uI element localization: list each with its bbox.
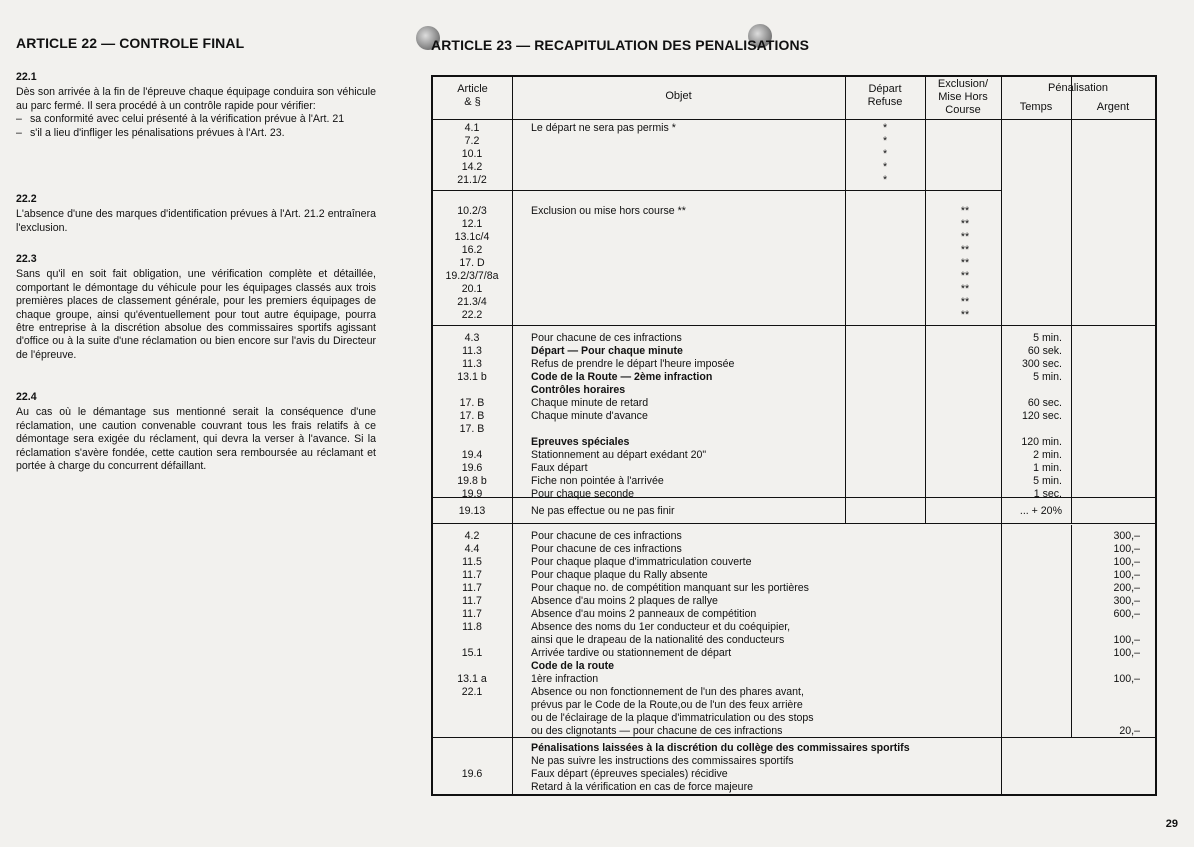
article-ref: 19.6 (461, 768, 483, 780)
objet-text: Refus de prendre le départ l'heure imposée (531, 358, 735, 370)
objet-text: Faux départ (531, 462, 588, 474)
argent-value (1073, 686, 1140, 699)
objet-text (531, 423, 931, 436)
header-temps: Temps (1019, 101, 1053, 113)
article-ref (433, 634, 511, 647)
objet-text: Faux départ (épreuves speciales) récidive (531, 768, 728, 780)
article-ref: 10.1 (461, 148, 483, 160)
argent-value (1073, 621, 1140, 634)
article-22-title: ARTICLE 22 — CONTROLE FINAL (16, 35, 245, 51)
argent-value: 600,– (1113, 608, 1140, 620)
objet-text: Absence d'au moins 2 plaques de rallye (531, 595, 718, 607)
section-text: Au cas où le démantage sus mentionné serait la conséquence d'une réclamation, une caution convenable couvrant tous les frais relatifs à ce démontage sera exigée du réclament, qui devra la verser à l'avance. Si la réclamation s'avère fondée, cette caution sera remboursée au réclamant et portée à charge du concurrent défaillant. (16, 406, 376, 473)
article-ref: 19.6 (461, 462, 483, 474)
objet-text (531, 270, 931, 283)
objet-text: Arrivée tardive ou stationnement de départ (531, 647, 732, 659)
objet-text: ou des clignotants — pour chacune de ces infractions (531, 725, 783, 737)
objet-text: Pour chacune de ces infractions (531, 332, 682, 344)
section-22-3 (16, 253, 376, 362)
header-argent: Argent (1096, 101, 1130, 113)
article-ref: 21.3/4 (457, 296, 487, 308)
objet-text (531, 244, 931, 257)
objet-text (531, 231, 931, 244)
temps-value: 5 min. (1033, 332, 1062, 344)
objet-text: ou de l'éclairage de la plaque d'immatriculation ou des stops (531, 712, 814, 724)
objet-text: Retard à la vérification en cas de force majeure (531, 781, 753, 793)
depart-mark: * (882, 135, 888, 147)
depart-mark: * (882, 122, 888, 134)
penalties-table (431, 75, 1157, 796)
temps-value: 120 min. (1021, 436, 1062, 448)
objet-text (531, 257, 931, 270)
objet-text: Absence des noms du 1er conducteur et du coéquipier, (531, 621, 791, 633)
objet-text: Pour chacune de ces infractions (531, 543, 682, 555)
depart-mark: * (882, 174, 888, 186)
objet-text: Chaque minute de retard (531, 397, 649, 409)
column-divider (512, 77, 513, 794)
temps-value: 5 min. (1033, 475, 1062, 487)
article-ref: 14.2 (461, 161, 483, 173)
temps-value: 1 min. (1033, 462, 1062, 474)
exclusion-mark: ** (960, 257, 970, 269)
objet-text: Pour chaque seconde (531, 488, 635, 500)
row-divider (433, 119, 1155, 120)
article-ref: 10.2/3 (457, 205, 487, 217)
objet-text: ainsi que le drapeau de la nationalité des conducteurs (531, 634, 785, 646)
objet-text: Absence ou non fonctionnement de l'un des phares avant, (531, 686, 804, 698)
article-ref: 4.1 (464, 122, 480, 134)
objet-text: Pour chaque no. de compétition manquant sur les portières (531, 582, 809, 594)
argent-value: 100,– (1113, 634, 1140, 646)
bullet-item: – s'il a lieu d'infliger les pénalisations prévues à l'Art. 23. (16, 126, 285, 139)
objet-text: Chaque minute d'avance (531, 410, 648, 422)
article-ref: 19.13 (458, 505, 486, 517)
temps-value: 60 sec. (1027, 397, 1062, 409)
article-ref (433, 755, 511, 768)
temps-value (1000, 384, 1062, 397)
article-ref: 21.1/2 (457, 174, 487, 186)
argent-value: 20,– (1119, 725, 1140, 737)
article-ref: 11.3 (462, 345, 482, 357)
article-ref (433, 699, 511, 712)
article-ref: 19.2/3/7/8a (445, 270, 499, 282)
argent-value: 100,– (1113, 673, 1140, 685)
objet-text: Pour chacune de ces infractions (531, 530, 682, 542)
page-number: 29 (1165, 818, 1178, 830)
temps-value: 120 sec. (1021, 410, 1062, 422)
row-divider (433, 190, 1001, 191)
objet-text: Epreuves spéciales (531, 436, 630, 448)
section-22-4 (16, 391, 376, 473)
article-ref: 4.3 (464, 332, 480, 344)
article-ref: 13.1 a (457, 673, 487, 685)
article-ref: 17. B (459, 423, 485, 435)
row-divider (433, 325, 1155, 326)
article-ref: 17. B (459, 410, 485, 422)
article-ref: 11.8 (462, 621, 482, 633)
temps-value: 60 sek. (1027, 345, 1062, 357)
article-ref (433, 725, 511, 738)
argent-value: 100,– (1113, 569, 1140, 581)
header-objet: Objet (665, 90, 692, 102)
objet-text: prévus par le Code de la Route,ou de l'un des feux arrière (531, 699, 803, 711)
article-ref: 4.4 (464, 543, 480, 555)
objet-text (531, 218, 931, 231)
temps-value: 5 min. (1033, 371, 1062, 383)
temps-value (1000, 423, 1062, 436)
objet-text (531, 283, 931, 296)
exclusion-mark: ** (960, 231, 970, 243)
argent-value: 300,– (1113, 595, 1140, 607)
article-ref (433, 384, 511, 397)
article-ref: 13.1 b (457, 371, 487, 383)
header-exclusion: Exclusion/ Mise Hors Course (937, 78, 989, 116)
argent-value (1073, 660, 1140, 673)
article-ref (433, 436, 511, 449)
header-penalisation: Pénalisation (1048, 82, 1108, 94)
article-ref (433, 781, 511, 794)
objet-text: Pénalisations laissées à la discrétion du collège des commissaires sportifs (531, 742, 910, 754)
argent-value: 200,– (1113, 582, 1140, 594)
article-ref: 11.7 (462, 595, 482, 607)
exclusion-mark: ** (960, 283, 970, 295)
objet-text: Pour chaque plaque du Rally absente (531, 569, 708, 581)
objet-text: Le départ ne sera pas permis * (531, 122, 676, 134)
article-ref (433, 712, 511, 725)
objet-text: Fiche non pointée à l'arrivée (531, 475, 664, 487)
objet-text: Ne pas effectue ou ne pas finir (531, 505, 675, 517)
column-divider (1071, 77, 1072, 523)
objet-text (531, 309, 931, 322)
section-number: 22.1 (16, 71, 37, 83)
article-ref: 11.7 (462, 569, 482, 581)
objet-text: 1ère infraction (531, 673, 599, 685)
exclusion-mark: ** (960, 218, 970, 230)
exclusion-mark: ** (960, 270, 970, 282)
objet-text: Stationnement au départ exédant 20" (531, 449, 707, 461)
article-ref: 11.5 (462, 556, 482, 568)
article-ref: 15.1 (461, 647, 483, 659)
section-22-2 (16, 193, 376, 235)
objet-text: Absence d'au moins 2 panneaux de compétition (531, 608, 757, 620)
article-ref: 13.1c/4 (454, 231, 490, 243)
exclusion-mark: ** (960, 296, 970, 308)
objet-text: Contrôles horaires (531, 384, 626, 396)
article-ref: 19.8 b (457, 475, 487, 487)
exclusion-mark: ** (960, 244, 970, 256)
argent-value: 100,– (1113, 543, 1140, 555)
article-ref: 17. B (459, 397, 485, 409)
temps-value: 1 sec. (1033, 488, 1062, 500)
article-ref: 19.4 (461, 449, 483, 461)
section-text: Sans qu'il en soit fait obligation, une vérification complète et détaillée, comportant le démontage du véhicule pour les équipages classés aux trois premières places de classement générale, pour les premiers équipages de chaque groupe, ainsi qu'éventuellement pour tout autre équipage, pourra être entreprise à la discrétion absolue des commissaires sportifs agissant d'office ou à la suite d'une réclamation ou bien encore sur l'avis du Directeur de l'épreuve. (16, 268, 376, 361)
article-ref: 19.9 (461, 488, 483, 500)
article-ref (433, 660, 511, 673)
row-divider (433, 523, 1155, 524)
exclusion-mark: ** (960, 205, 970, 217)
argent-value: 100,– (1113, 556, 1140, 568)
argent-value (1073, 712, 1140, 725)
argent-value (1073, 738, 1140, 751)
section-number: 22.2 (16, 193, 37, 205)
article-ref: 22.1 (461, 686, 483, 698)
article-ref: 17. D (459, 257, 485, 269)
article-ref: 22.2 (461, 309, 483, 321)
article-ref: 11.7 (462, 582, 482, 594)
header-depart: Départ Refuse (867, 83, 903, 108)
temps-value: 2 min. (1033, 449, 1062, 461)
section-text: L'absence d'une des marques d'identification prévues à l'Art. 21.2 entraînera l'exclusion. (16, 208, 376, 234)
section-number: 22.3 (16, 253, 37, 265)
argent-value: 300,– (1113, 530, 1140, 542)
article-23-title: ARTICLE 23 — RECAPITULATION DES PENALISATIONS (431, 37, 810, 53)
objet-text: Code de la route (531, 660, 614, 672)
section-22-1 (16, 71, 376, 140)
temps-value: 300 sec. (1021, 358, 1062, 370)
objet-text: Départ — Pour chaque minute (531, 345, 683, 357)
article-ref: 12.1 (461, 218, 483, 230)
depart-mark: * (882, 148, 888, 160)
article-ref (433, 742, 511, 755)
argent-value: 100,– (1113, 647, 1140, 659)
objet-text: Code de la Route — 2ème infraction (531, 371, 713, 383)
article-ref: 7.2 (464, 135, 480, 147)
header-article: Article & § (457, 83, 488, 108)
bullet-item: – sa conformité avec celui présenté à la vérification prévue à l'Art. 21 (16, 113, 345, 126)
section-text: Dès son arrivée à la fin de l'épreuve chaque équipage conduira son véhicule au parc fermé. Il sera procédé à un contrôle rapide pour vérifier: (16, 86, 376, 112)
exclusion-mark: ** (960, 309, 970, 321)
article-ref: 11.7 (462, 608, 482, 620)
article-ref: 20.1 (461, 283, 483, 295)
article-ref: 4.2 (464, 530, 480, 542)
article-ref: 11.3 (462, 358, 482, 370)
temps-value: ... + 20% (1019, 505, 1062, 517)
argent-value (1073, 699, 1140, 712)
article-ref: 16.2 (461, 244, 483, 256)
depart-mark: * (882, 161, 888, 173)
objet-text: Exclusion ou mise hors course ** (531, 205, 686, 217)
section-number: 22.4 (16, 391, 37, 403)
column-divider (1071, 525, 1072, 737)
objet-text: Ne pas suivre les instructions des commissaires sportifs (531, 755, 794, 767)
objet-text (531, 296, 931, 309)
objet-text: Pour chaque plaque d'immatriculation couverte (531, 556, 752, 568)
